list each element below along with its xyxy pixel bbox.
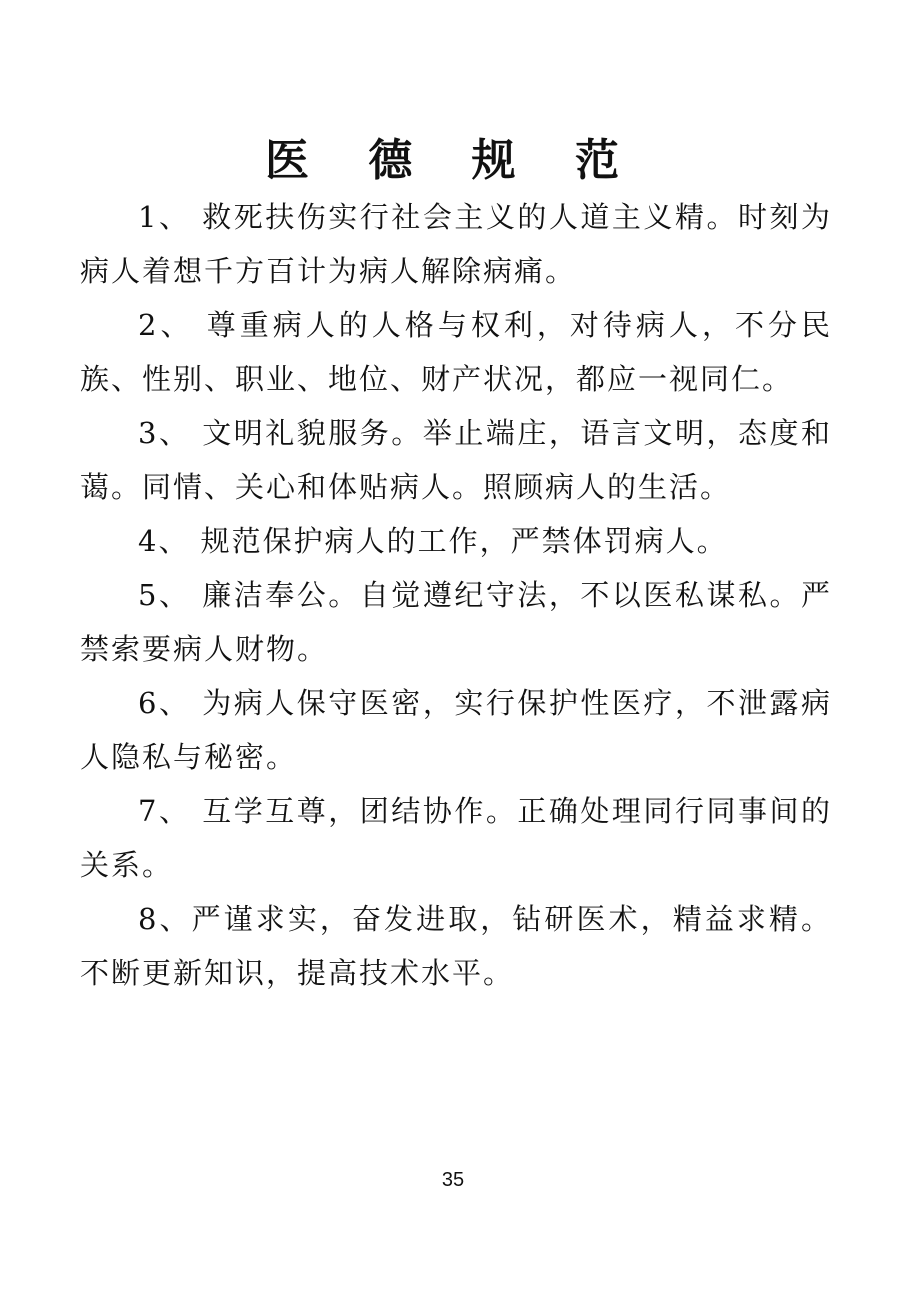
- paragraph-5: 5、 廉洁奉公。自觉遵纪守法，不以医私谋私。严禁索要病人财物。: [80, 578, 832, 666]
- paragraph-4: 4、 规范保护病人的工作，严禁体罚病人。: [138, 524, 728, 558]
- paragraph-3: 3、 文明礼貌服务。举止端庄，语言文明，态度和蔼。同情、关心和体贴病人。照顾病人的生活。: [80, 416, 832, 504]
- paragraph-1: 1、 救死扶伤实行社会主义的人道主义精。时刻为病人着想千方百计为病人解除病痛。: [80, 200, 832, 288]
- document-body: [80, 190, 832, 1000]
- paragraph-2: 2、 尊重病人的人格与权利，对待病人，不分民族、性别、职业、地位、财产状况，都应一视同仁。: [80, 308, 832, 396]
- paragraph-6: 6、 为病人保守医密，实行保护性医疗，不泄露病人隐私与秘密。: [80, 686, 832, 774]
- paragraph-7: 7、 互学互尊，团结协作。正确处理同行同事间的关系。: [80, 794, 832, 882]
- paragraph-8: 8、严谨求实，奋发进取，钻研医术，精益求精。不断更新知识，提高技术水平。: [80, 902, 832, 990]
- page-title: 医 德 规 范: [265, 135, 641, 187]
- page-number: 35: [441, 1169, 465, 1191]
